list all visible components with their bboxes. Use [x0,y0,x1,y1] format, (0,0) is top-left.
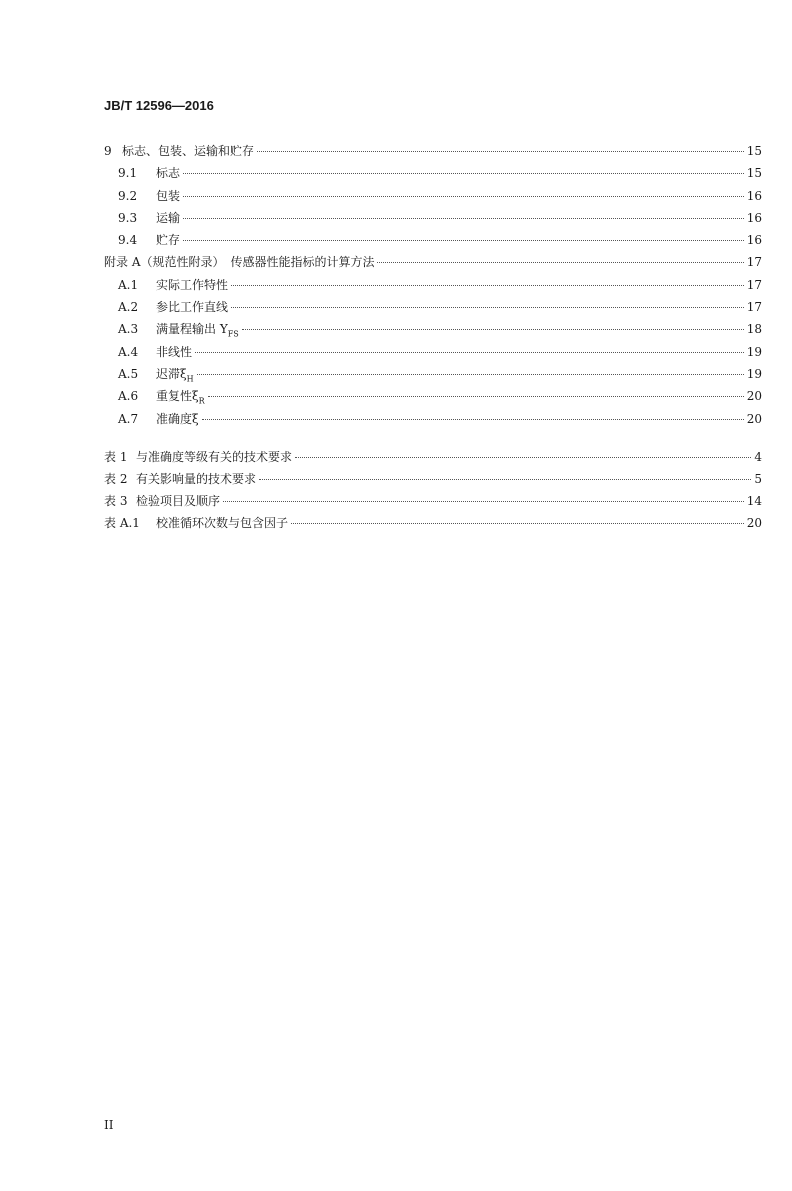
toc-entry-number: A.7 [118,411,139,426]
toc-entry-page: 19 [746,344,762,359]
table-entry-title: 与准确度等级有关的技术要求 [136,449,293,464]
table-entry-number: 表 3 [104,493,128,508]
dot-leader [231,285,744,286]
table-entry-page: 20 [746,515,762,530]
toc-entry-9-3[interactable] [104,207,762,229]
toc-entry-title-text: 重复性ξ [156,389,199,404]
toc-entry-number: 9.1 [118,166,138,181]
dot-leader [377,262,743,263]
toc-entry-page: 16 [746,188,762,203]
toc-entry-page: 17 [746,300,762,315]
toc-entry-number: 9.3 [118,210,138,225]
toc-entry-number: A.6 [118,389,139,404]
table-entry-number: 表 2 [104,471,128,486]
toc-entry-a-1[interactable] [104,274,762,296]
toc-entry-number: 9.2 [118,188,138,203]
dot-leader [197,374,744,375]
table-entry-a-1[interactable] [104,512,762,534]
dot-leader [183,240,744,241]
toc-entry-number: A.1 [118,277,139,292]
toc-entry-page: 18 [746,322,762,337]
toc-entry-title: 参比工作直线 [156,300,229,315]
subscript: R [198,396,205,406]
dot-leader [242,329,744,330]
table-entry-1[interactable] [104,446,762,468]
toc-entry-title-text: 满量程输出 Y [156,322,228,337]
table-of-contents [104,140,762,534]
toc-entry-a-2[interactable] [104,296,762,318]
toc-entry-page: 17 [746,277,762,292]
dot-leader [208,396,744,397]
dot-leader [291,523,744,524]
dot-leader [183,218,744,219]
table-entry-title: 校准循环次数与包含因子 [156,515,289,530]
toc-entry-title: 实际工作特性 [156,277,229,292]
table-entry-3[interactable] [104,490,762,512]
toc-entry-number: A.2 [118,300,139,315]
dot-leader [183,173,744,174]
toc-entry-page: 15 [746,166,762,181]
toc-entry-page: 15 [746,144,762,158]
dot-leader [231,307,744,308]
document-header: JB/T 12596—2016 [104,98,214,113]
toc-entry-9-1[interactable] [104,162,762,184]
table-entry-title: 有关影响量的技术要求 [136,471,257,486]
toc-entry-number: A.5 [118,366,139,381]
dot-leader [202,419,744,420]
toc-entry-number: A.4 [118,344,139,359]
toc-entry-number: 9 [104,144,112,158]
toc-entry-title: 运输 [156,210,181,225]
toc-entry-title: 贮存 [156,233,181,248]
table-entry-title: 检验项目及顺序 [136,493,221,508]
table-entry-number: 表 1 [104,449,128,464]
page-number: II [104,1118,114,1132]
toc-entry-page: 16 [746,210,762,225]
dot-leader [183,196,744,197]
toc-entry-number: 9.4 [118,233,138,248]
toc-entry-page: 16 [746,233,762,248]
toc-entry-a-5[interactable] [104,363,762,385]
table-entry-number: 表 A.1 [104,515,140,530]
subscript: FS [227,329,239,339]
dot-leader [295,457,751,458]
dot-leader [257,151,744,152]
toc-entry-title: 非线性 [156,344,193,359]
toc-entry-page: 19 [746,366,762,381]
toc-entry-9-4[interactable] [104,229,762,251]
toc-entry-title: 附录 A（规范性附录） 传感器性能指标的计算方法 [104,255,375,270]
dot-leader [259,479,751,480]
toc-entry-title: 标志、包装、运输和贮存 [122,144,255,158]
toc-entry-title: 包装 [156,188,181,203]
toc-entry-number: A.3 [118,322,139,337]
toc-entry-page: 20 [746,389,762,404]
toc-entry-title-text: 迟滞ξ [156,366,187,381]
toc-entry-page: 20 [746,411,762,426]
table-entry-page: 5 [754,471,762,486]
subscript: H [186,374,194,384]
table-entry-2[interactable] [104,468,762,490]
dot-leader [223,501,744,502]
toc-entry-a-3[interactable] [104,318,762,340]
toc-entry-9[interactable] [104,140,762,162]
list-of-tables [104,446,762,534]
toc-entry-page: 17 [746,255,762,270]
toc-entry-title: 准确度ξ [156,411,199,426]
table-entry-page: 4 [754,449,762,464]
toc-entry-a-6[interactable] [104,385,762,407]
toc-entry-9-2[interactable] [104,185,762,207]
dot-leader [195,352,744,353]
toc-entry-appendix-a[interactable] [104,251,762,273]
table-entry-page: 14 [746,493,762,508]
toc-entry-title: 标志 [156,166,181,181]
